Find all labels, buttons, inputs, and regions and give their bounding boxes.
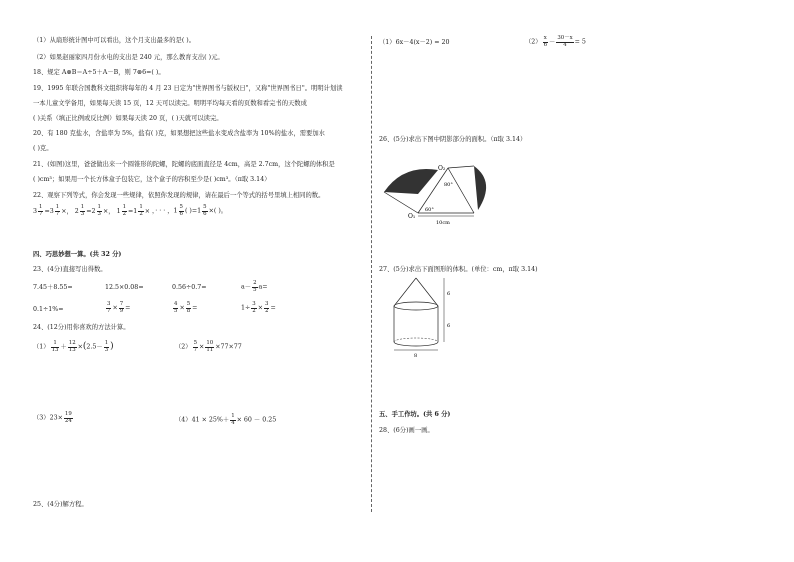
calc-1: （1） $\frac{1}{13}$ ＋ $\frac{12}{13}$ ×(2.5－ $\frac{1}{3}$ )	[33, 340, 114, 353]
calc-cell: 0.56÷0.7=	[172, 284, 207, 291]
column-divider	[371, 36, 372, 512]
question-19-line2: 一本儿童文学备用，如果每天读 15 页，12 天可以读完。明明平均每天看的页数和看完书的天数成	[33, 100, 307, 107]
question-22-equations: 3 $\frac{1}{7}$ =3 $\frac{1}{7}$ ×， 2 $\frac{1}{3}$ =2 $\frac{1}{3}$ ×， 1 $\frac{1}{2}$ =1 $\frac{1}{2}$ × ，· · · ，1 $\frac{5}{6}$ ( )=1 $\frac{5}{6}$ ×( )。	[33, 204, 228, 217]
length-label: 10cm	[436, 220, 450, 226]
q17-part2: （2）如果赵丽家四月份水电的支出是 240 元，那么教育支出( )元。	[33, 54, 224, 61]
calc-cell: a－ $\frac{2}{5}$ a=	[241, 280, 268, 293]
radius-line	[448, 166, 474, 168]
right-shaded-region	[474, 166, 486, 210]
calc-cell: $\frac{3}{7}$ × $\frac{7}{9}$ =	[107, 301, 131, 314]
question-23: 23、(4分)直接写出得数。	[33, 266, 107, 273]
side-line	[448, 168, 474, 213]
question-26: 26、(5分)求出下图中阴影部分的面积。（π取 3.14）	[379, 136, 527, 143]
section-5-heading: 五、手工作坊。(共 6 分)	[379, 411, 451, 418]
question-24: 24、(12分)用你喜欢的方法计算。	[33, 324, 130, 331]
calc-cell: 7.45＋8.55=	[33, 284, 73, 291]
eq-item: 1 $\frac{1}{2}$ =1 $\frac{1}{2}$ ×	[116, 204, 151, 217]
question-21-line1: 21、(如图)这里，爸爸做出来一个圆锥形的陀螺，陀螺的底面直径是 4cm，高是 2.7cm，这个陀螺的体积是	[33, 161, 335, 168]
section-4-heading: 四、巧思妙想一算。(共 32 分)	[33, 251, 122, 258]
question-25: 25、(4分)解方程。	[33, 501, 88, 508]
diameter-label: 8	[414, 353, 418, 358]
calc-cell: 1÷ $\frac{3}{2}$ × $\frac{3}{2}$ =	[241, 301, 276, 314]
label-o1: O₁	[408, 213, 416, 220]
question-20-line2: ( )克。	[33, 145, 53, 152]
q17-part1: （1）从扇形统计图中可以看出，这个月支出最多的是( )。	[33, 37, 196, 44]
eq-item: 3 $\frac{1}{7}$ =3 $\frac{1}{7}$ ×，	[33, 204, 73, 217]
angle-60: 60°	[425, 207, 434, 213]
bottom-arc	[394, 342, 438, 346]
calc-cell: $\frac{4}{5}$ × $\frac{5}{8}$ =	[174, 301, 198, 314]
question-21-line2: ( )cm³；如果用一个长方体盒子包装它，这个盒子的容积至少是( )cm³。（π取 3.14）	[33, 176, 271, 183]
eq-item: 2 $\frac{1}{3}$ =2 $\frac{1}{3}$ ×，	[74, 204, 115, 217]
cone-height-label: 6	[447, 291, 451, 297]
question-19-line1: 19、1995 年联合国教科文组织将每年的 4 月 23 日定为"世界图书与版权日"，又称"世界图书日"。明明计划读	[33, 85, 343, 92]
left-shaded-region	[384, 169, 438, 194]
question-27: 27、(5分)求出下面图形的体积。(单位：cm，π取 3.14)	[379, 266, 538, 273]
angle-80: 80°	[444, 182, 453, 188]
calc-cell: 12.5×0.08=	[105, 284, 144, 291]
radius-line	[384, 192, 418, 213]
calc-cell: 0.1÷1%=	[33, 306, 64, 313]
equation-1: （1）6x－4(x－2) = 20	[379, 39, 450, 46]
top-ellipse	[394, 302, 438, 310]
question-28: 28、(6分)画一画。	[379, 427, 434, 434]
calc-2: （2） $\frac{5}{7}$ × $\frac{10}{11}$ ×77×77	[175, 340, 242, 353]
bottom-arc-hidden	[394, 338, 438, 342]
cone-cylinder-figure	[388, 276, 458, 358]
shaded-area-figure	[378, 152, 498, 232]
label-o2: O₂	[438, 165, 446, 172]
question-22: 22、观察下列等式，你会发现一些规律，依照你发现的规律，请在最后一个等式的括号里填上相同的数。	[33, 192, 325, 199]
calc-3: （3）23× $\frac{19}{24}$	[33, 411, 72, 424]
question-19-line3: ( )关系（填正比例或反比例）如果每天读 20 页，( )天就可以读完。	[33, 115, 223, 122]
cylinder-height-label: 6	[447, 323, 451, 329]
equation-2: （2） $\frac{x}{6}$ － $\frac{30-x}{4}$ = 5	[525, 35, 586, 48]
calc-4: （4）41 × 25%＋ $\frac{1}{4}$ × 60 － 0.25	[175, 413, 277, 426]
question-20-line1: 20、有 180 克盐水，含盐率为 5%，盐有( )克，如果想把这些盐水变成含盐率为 10%的盐水，需要加水	[33, 130, 325, 137]
question-18: 18、规定 A⊗B＝A÷5＋A－B，则 7⊗6=( )。	[33, 69, 165, 76]
